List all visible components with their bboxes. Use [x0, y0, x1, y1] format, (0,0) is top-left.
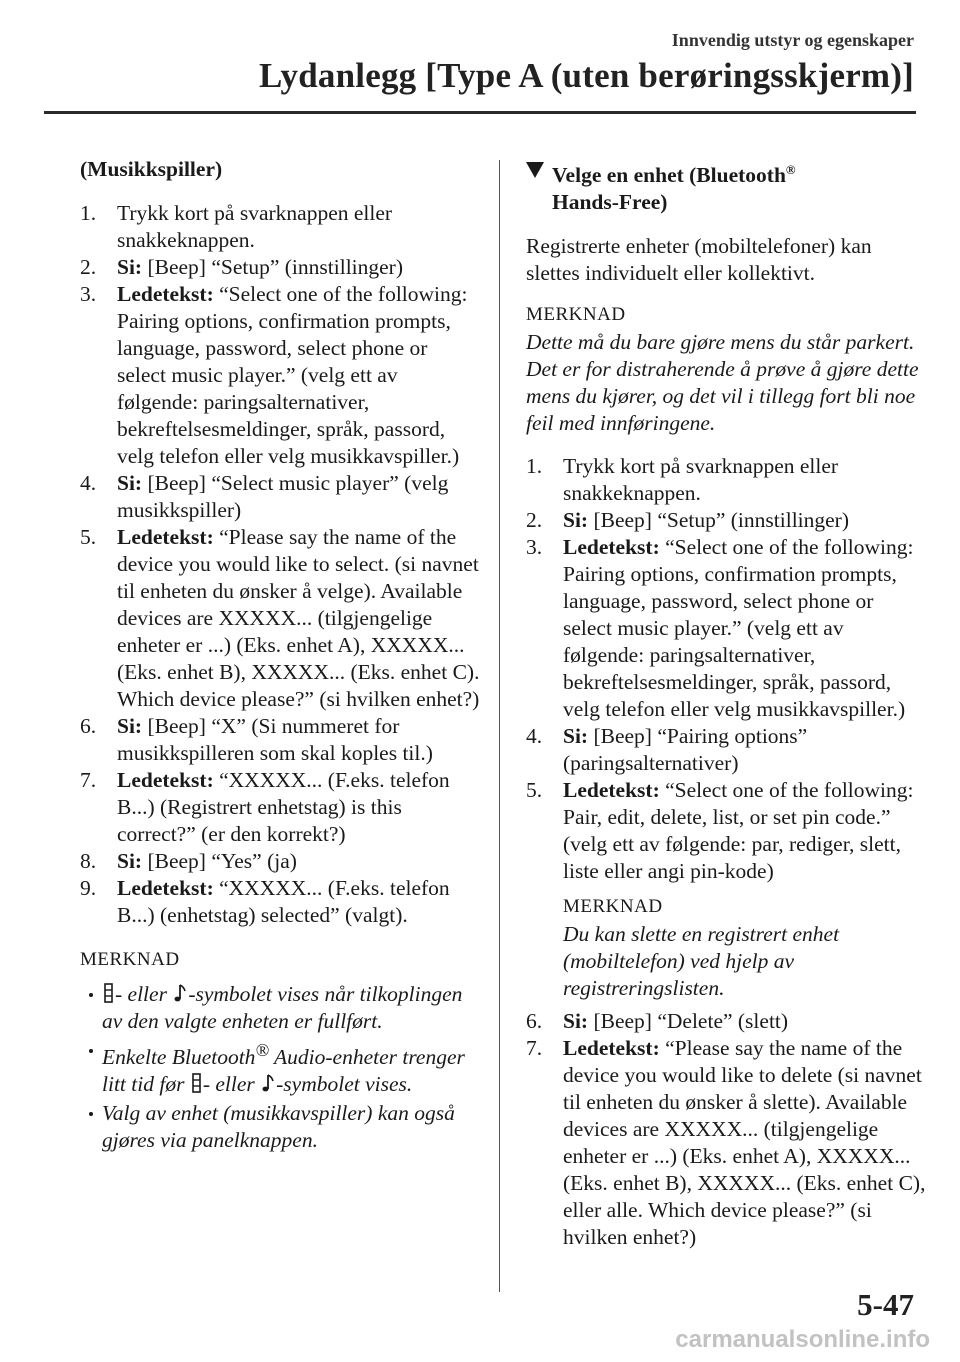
- note-bullets: [80, 981, 480, 1154]
- delete-steps-continued: [526, 1008, 926, 1251]
- step-item: 4. Si: [Beep] “Select music player” (velg musikkspiller): [80, 471, 449, 522]
- phone-icon: [104, 983, 113, 1003]
- step-item: 8. Si: [Beep] “Yes” (ja): [80, 849, 297, 873]
- intro-paragraph: Registrerte enheter (mobiltelefoner) kan slettes individuelt eller kollektivt.: [526, 234, 872, 286]
- step-item: 1. Trykk kort på svarknappen eller snakkeknappen.: [526, 454, 839, 506]
- section-title: Innvendig utstyr og egenskaper: [671, 30, 914, 50]
- step-item: 5. Ledetekst: “Please say the name of the device you would like to select. (si navnet til enheten du ønsker å velge). Available devices are XXXXX... (tilgjengelige enheter er ...) (Eks. enhet A), XXXXX... (Eks. enhet B), XXXXX... (Eks. enhet C). Which device please?” (si hvilken enhet?): [80, 525, 480, 711]
- step-item: 9. Ledetekst: “XXXXX... (F.eks. telefon B...) (enhetstag) selected” (valgt).: [80, 876, 450, 927]
- note-title: MERKNAD: [563, 896, 663, 918]
- step-item: 6. Si: [Beep] “X” (Si nummeret for musikkspilleren som skal koples til.): [80, 714, 433, 765]
- note-title: MERKNAD: [526, 304, 626, 326]
- step-item: 7. Ledetekst: “Please say the name of the device you would like to delete (si navnet til enheten du ønsker å slette). Available devices are XXXXX... (tilgjengelige enheter er ...) (Eks. enhet A), XXXXX... (Eks. enhet B), XXXXX... (Eks. enhet C), eller alle. Which device please?” (si hvilken enhet?): [526, 1036, 926, 1250]
- step-item: 2. Si: [Beep] “Setup” (innstillinger): [526, 508, 850, 533]
- triangle-marker-icon: [526, 162, 544, 178]
- music-note-icon: [174, 983, 186, 1003]
- step-item: 4. Si: [Beep] “Pairing options” (paringsalternativer): [526, 724, 808, 776]
- inner-note-block: [563, 893, 926, 1002]
- step-item: 1. Trykk kort på svarknappen eller snakkeknappen.: [80, 201, 393, 252]
- note-body: Dette må du bare gjøre mens du står parkert. Det er for distraherende å prøve å gjøre dette mens du kjører, og det vil i tillegg fort bli noe feil med innføringene.: [526, 330, 919, 436]
- phone-icon: [192, 1073, 201, 1093]
- note-bullet: - eller -symbolet vises når tilkoplingen av den valgte enheten er fullført.: [80, 981, 480, 1035]
- step-item: 3. Ledetekst: “Select one of the following: Pairing options, confirmation prompts, language, password, select phone or select music player.” (velg ett av følgende: paringsalternativer, bekreftelsesmeldinger, språk, passord, velg telefon eller velg musikkavspiller.): [526, 535, 914, 722]
- step-item: 6. Si: [Beep] “Delete” (slett): [526, 1009, 789, 1034]
- note-bullet: Valg av enhet (musikkavspiller) kan også gjøres via panelknappen.: [80, 1100, 480, 1154]
- page-title: Lydanlegg [Type A (uten berøringsskjerm)]: [258, 56, 914, 95]
- note-block: [526, 301, 926, 437]
- watermark: carmanualsonline.info: [675, 1326, 930, 1353]
- left-column: [80, 156, 480, 1156]
- music-note-icon: [262, 1073, 274, 1093]
- right-column: [526, 156, 926, 1268]
- music-player-steps: [80, 200, 480, 929]
- step-item: 7. Ledetekst: “XXXXX... (F.eks. telefon B...) (Registrert enhetstag) is this correct?” (er den korrekt?): [80, 768, 450, 846]
- step-item: 2. Si: [Beep] “Setup” (innstillinger): [80, 255, 404, 279]
- page-number: 5-47: [857, 1287, 914, 1322]
- music-player-heading: (Musikkspiller): [80, 157, 223, 181]
- delete-device-heading: Velge en enhet (Bluetooth® Hands-Free): [526, 156, 926, 216]
- step-item: 3. Ledetekst: “Select one of the following: Pairing options, confirmation prompts, language, password, select phone or select music player.” (velg ett av følgende: paringsalternativer, bekreftelsesmeldinger, språk, passord, velg telefon eller velg musikkavspiller.): [80, 282, 468, 468]
- note-bullet: Enkelte Bluetooth® Audio-enheter trenger litt tid før - eller -symbolet vises.: [80, 1037, 480, 1098]
- delete-steps: [526, 453, 926, 885]
- note-title: MERKNAD: [80, 949, 180, 970]
- step-item: 5. Ledetekst: “Select one of the following: Pair, edit, delete, list, or set pin code.” (velg ett av følgende: par, rediger, slett, liste eller angi pin-kode): [526, 778, 914, 884]
- note-body: Du kan slette en registrert enhet (mobiltelefon) ved hjelp av registreringslisten.: [563, 922, 840, 1001]
- column-divider: [499, 160, 500, 1292]
- header-rule: [44, 111, 916, 114]
